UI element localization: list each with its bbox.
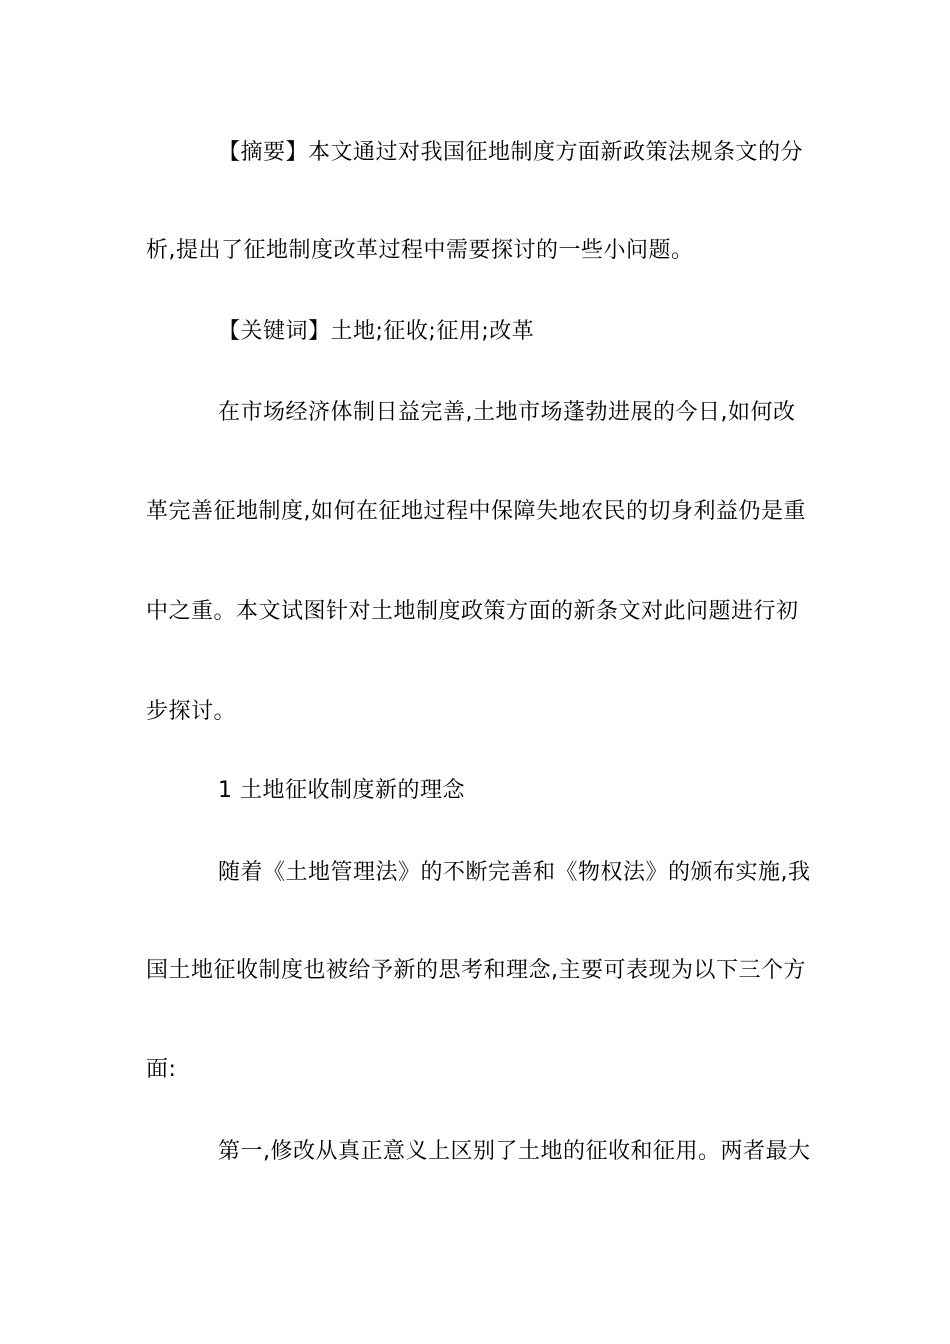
- abstract-line-1: 【摘要】本文通过对我国征地制度方面新政策法规条文的分: [218, 140, 804, 165]
- point-1-line-1: 第一,修改从真正意义上区别了土地的征收和征用。两者最大: [218, 1139, 811, 1164]
- section-1-para-line-3: 面:: [146, 1057, 177, 1082]
- intro-line-3: 中之重。本文试图针对土地制度政策方面的新条文对此问题进行初: [146, 599, 799, 624]
- intro-line-4: 步探讨。: [146, 699, 237, 724]
- intro-line-2: 革完善征地制度,如何在征地过程中保障失地农民的切身利益仍是重: [146, 499, 806, 524]
- abstract-line-2: 析,提出了征地制度改革过程中需要探讨的一些小问题。: [146, 238, 694, 263]
- intro-line-1: 在市场经济体制日益完善,土地市场蓬勃进展的今日,如何改: [218, 400, 796, 425]
- section-1-heading: 1 土地征收制度新的理念: [218, 778, 465, 803]
- section-1-para-line-1: 随着《土地管理法》的不断完善和《物权法》的颁布实施,我: [218, 860, 811, 885]
- section-1-para-line-2: 国土地征收制度也被给予新的思考和理念,主要可表现为以下三个方: [146, 958, 806, 983]
- keywords-line: 【关键词】土地;征收;征用;改革: [218, 319, 535, 344]
